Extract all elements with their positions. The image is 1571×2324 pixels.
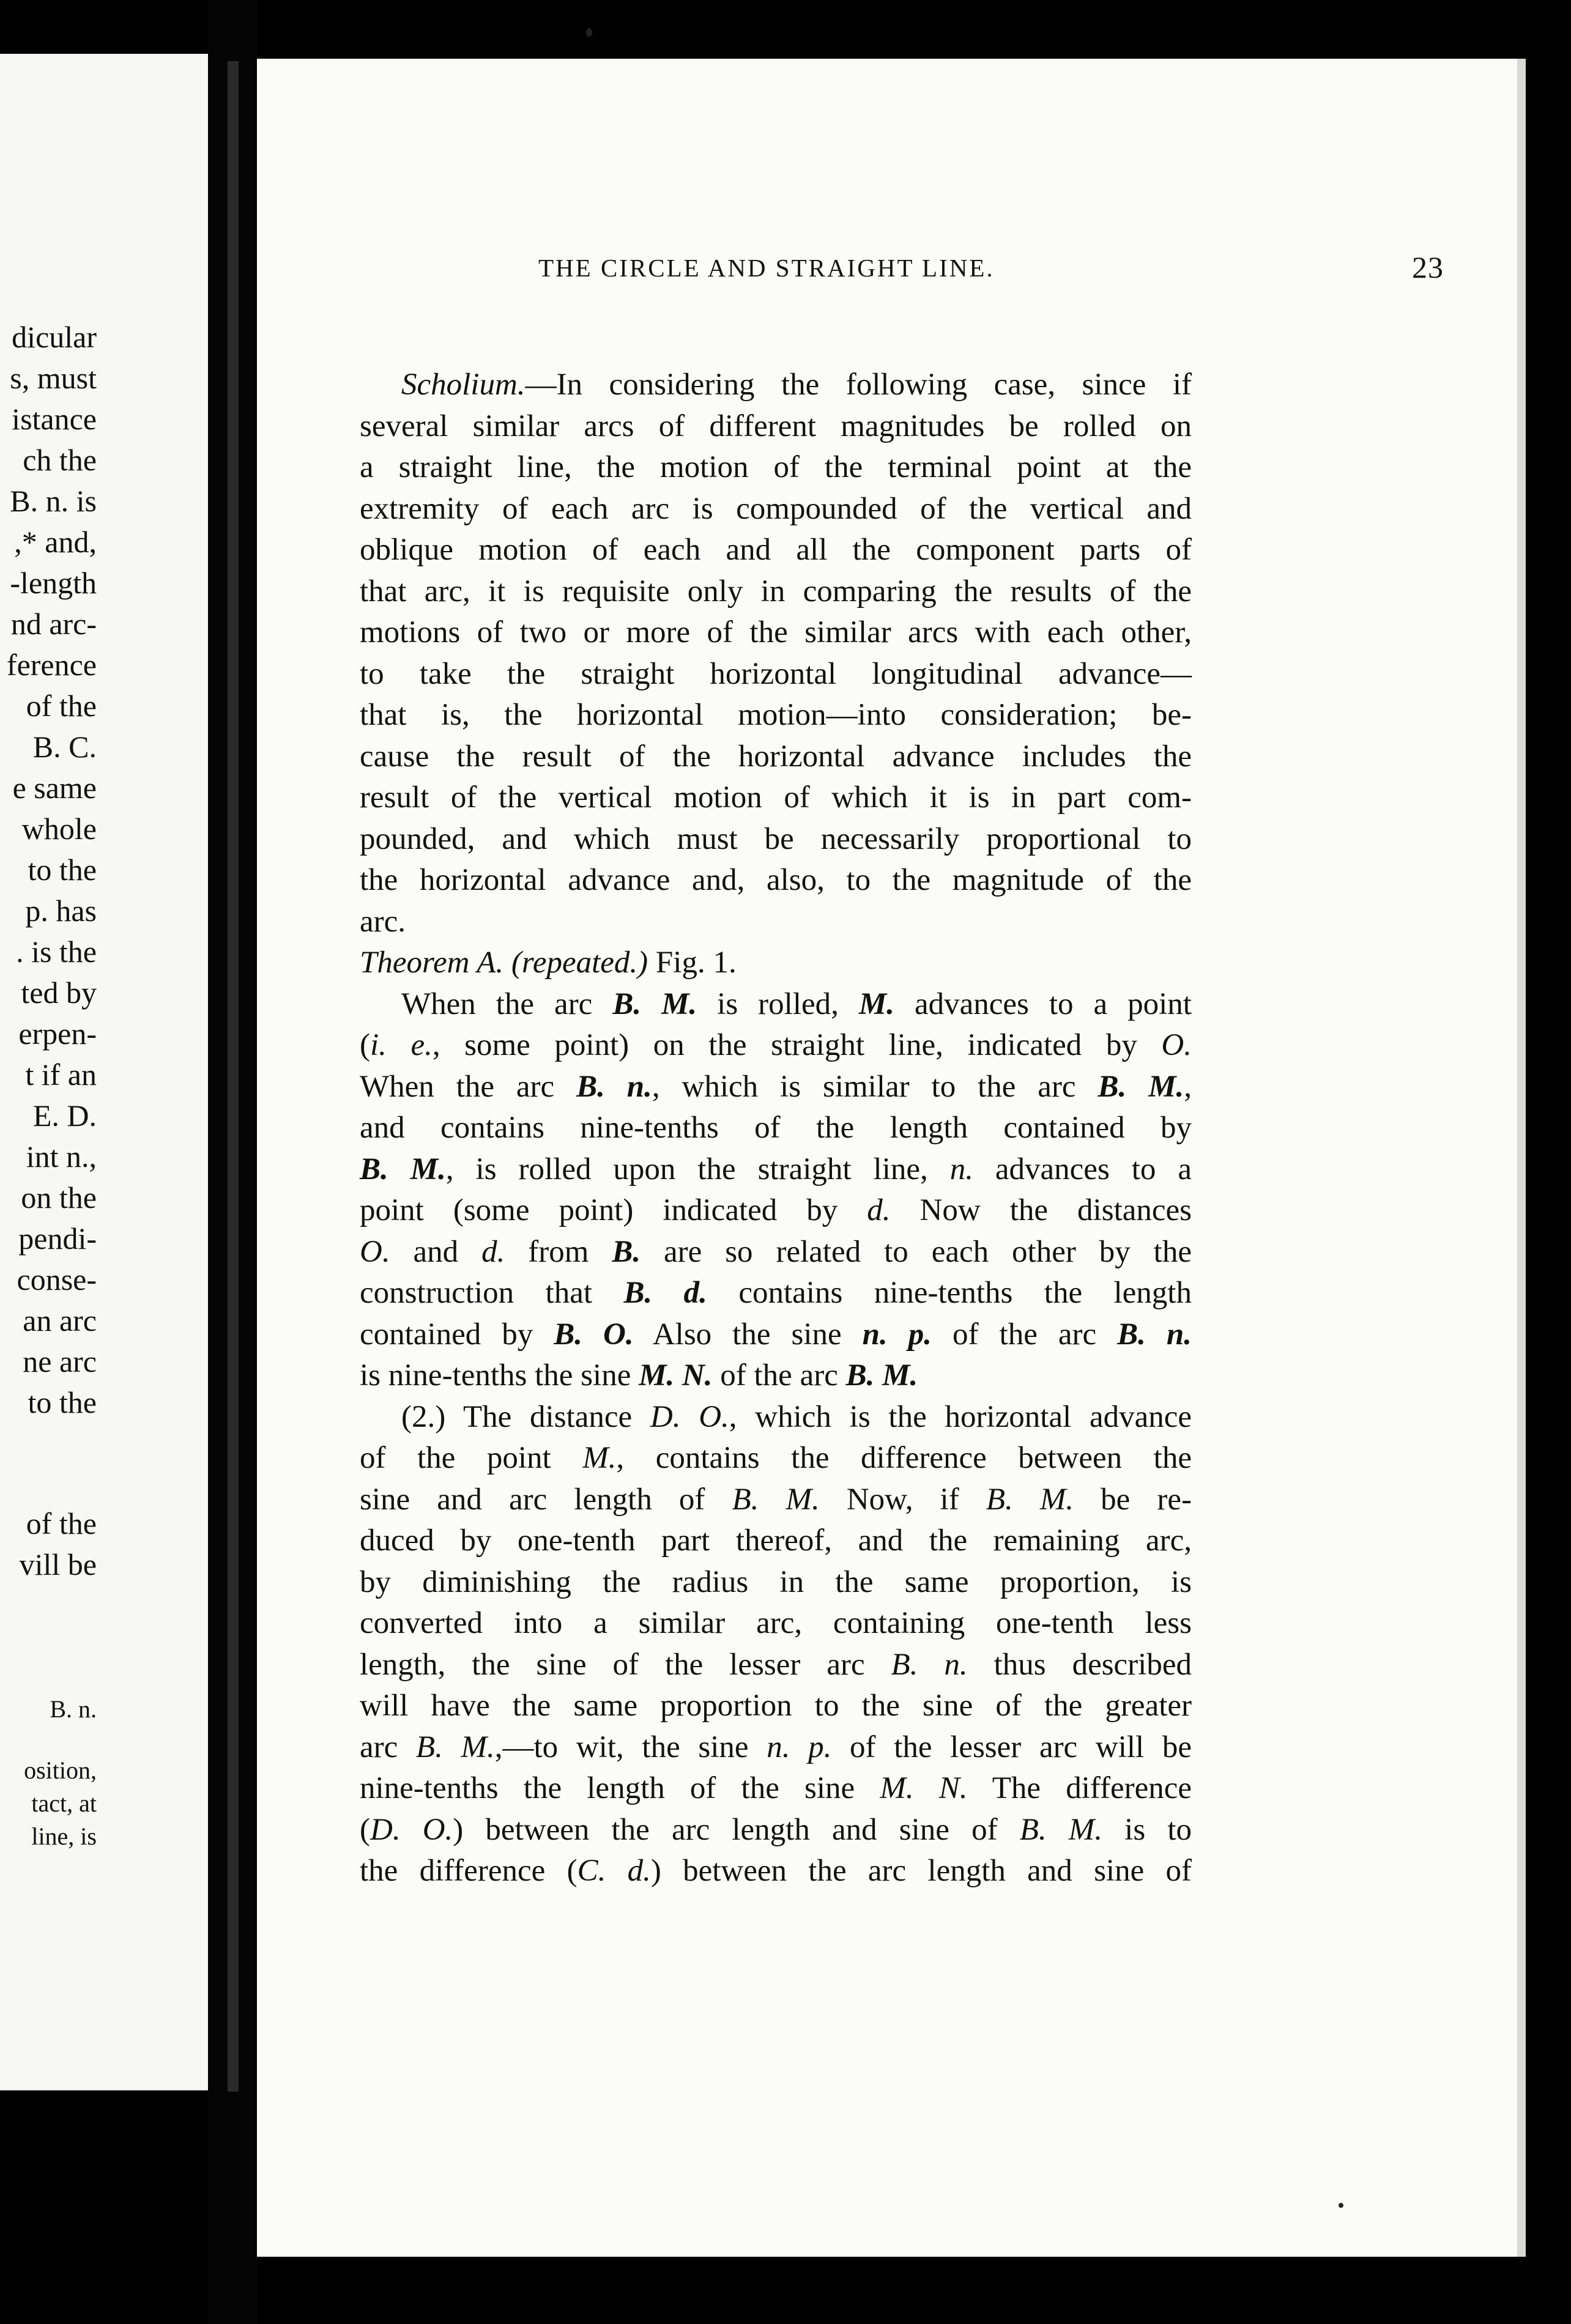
facing-page-line: B. C. [32,730,97,764]
facing-page-line: B. n. [50,1695,97,1723]
text-line: When the arc B. M. is rolled, M. advances to a point [401,986,1192,1021]
page-edge-shadow [228,61,239,2092]
text-line: O. and d. from B. are so related to each other by the [360,1234,1192,1269]
text-line: to take the straight horizontal longitudinal advance— [360,656,1192,691]
text-line: a straight line, the motion of the terminal point at the [360,450,1192,484]
facing-page-line: of the [26,689,97,723]
text-line: will have the same proportion to the sine of the greater [360,1689,1192,1723]
facing-page-line: erpen- [18,1016,97,1051]
text-line: result of the vertical motion of which it is in part com- [360,780,1192,815]
text-line: pounded, and which must be necessarily proportional to [360,821,1192,856]
text-line: and contains nine-tenths of the length contained by [360,1111,1192,1145]
page-number: 23 [1412,250,1444,284]
theorem-heading: Theorem A. (repeated.) Fig. 1. [360,946,737,980]
facing-page-line: ,* and, [14,525,97,559]
text-line: that is, the horizontal motion—into consideration; be- [360,698,1192,732]
facing-page-line: . is the [16,934,97,969]
text-line: that arc, it is requisite only in comparing the results of the [360,574,1192,609]
facing-page-line: p. has [25,894,97,928]
facing-page-line: ch the [23,443,97,477]
text-line: (D. O.) between the arc length and sine of B. M. is to [360,1812,1192,1847]
facing-page-line: on the [21,1180,97,1215]
facing-page-line: int n., [26,1139,97,1174]
body-text [360,365,1192,1892]
text-line: the horizontal advance and, also, to the magnitude of the [360,863,1192,897]
text-line: point (some point) indicated by d. Now the distances [360,1193,1192,1227]
facing-page-footnote [24,1754,97,1853]
facing-page-line: s, must [10,361,97,395]
text-line: by diminishing the radius in the same proportion, is [360,1564,1192,1599]
facing-page-line: e same [12,771,97,805]
facing-page-line: an arc [23,1303,97,1338]
facing-page-footnote-ref [50,1693,97,1726]
facing-page-line: to the [28,853,97,887]
facing-page-line: tact, at [31,1789,97,1817]
facing-page-line: ted by [21,975,97,1010]
text-line: construction that B. d. contains nine-tenths the length [360,1276,1192,1310]
text-line: several similar arcs of different magnitudes be rolled on [360,409,1192,443]
page-edge [1517,59,1526,2257]
text-line: duced by one-tenth part thereof, and the remaining arc, [360,1523,1192,1558]
facing-page-fragment [0,54,208,2090]
scan-speck [586,28,592,37]
text-line: arc. [360,904,406,939]
facing-page-line: ne arc [23,1344,97,1378]
text-line: oblique motion of each and all the component parts of [360,533,1192,567]
text-line: contained by B. O. Also the sine n. p. of the arc B. n. [360,1317,1192,1352]
facing-page-line: pendi- [18,1221,97,1256]
facing-page-line: t if an [25,1057,97,1092]
running-head-title: THE CIRCLE AND STRAIGHT LINE. [538,254,995,282]
text-line: nine-tenths the length of the sine M. N. The difference [360,1771,1192,1805]
facing-page-line: conse- [17,1262,97,1297]
text-line: the difference (C. d.) between the arc length and sine of [360,1854,1192,1888]
facing-page-text-block-2 [20,1503,97,1585]
facing-page-line: ference [6,648,97,682]
facing-page-line: dicular [12,320,97,354]
text-line: When the arc B. n., which is similar to the arc B. M., [360,1069,1192,1104]
facing-page-line: of the [26,1506,97,1541]
facing-page-line: line, is [31,1823,97,1850]
text-line: B. M., is rolled upon the straight line, n. advances to a [360,1152,1192,1186]
text-line: length, the sine of the lesser arc B. n. thus described [360,1647,1192,1682]
text-line: (2.) The distance D. O., which is the horizontal advance [401,1399,1192,1434]
text-line: cause the result of the horizontal advance includes the [360,739,1192,774]
facing-page-line: istance [12,402,97,436]
facing-page-line: B. n. is [10,484,97,518]
facing-page-line: osition, [24,1756,97,1784]
text-line: (i. e., some point) on the straight line, indicated by O. [360,1028,1192,1062]
text-line: arc B. M.,—to wit, the sine n. p. of the lesser arc will be [360,1730,1192,1764]
scan-speck [1339,2203,1343,2208]
facing-page-line: -length [10,566,97,600]
text-line: extremity of each arc is compounded of the vertical and [360,491,1192,526]
facing-page-line: to the [28,1385,97,1419]
facing-page-line: vill be [19,1547,97,1582]
facing-page-line: whole [21,812,97,846]
text-line: is nine-tenths the sine M. N. of the arc B. M. [360,1358,918,1393]
text-line: sine and arc length of B. M. Now, if B. M. be re- [360,1482,1192,1517]
book-page [257,59,1517,2257]
text-line: of the point M., contains the difference between the [360,1441,1192,1475]
facing-page-text-block-1 [7,317,97,1423]
facing-page-line: nd arc- [10,607,97,641]
text-line: Scholium.—In considering the following case, since if [401,368,1192,402]
facing-page-line: E. D. [32,1098,97,1133]
text-line: converted into a similar arc, containing one-tenth less [360,1606,1192,1640]
text-line: motions of two or more of the similar arcs with each other, [360,615,1192,649]
